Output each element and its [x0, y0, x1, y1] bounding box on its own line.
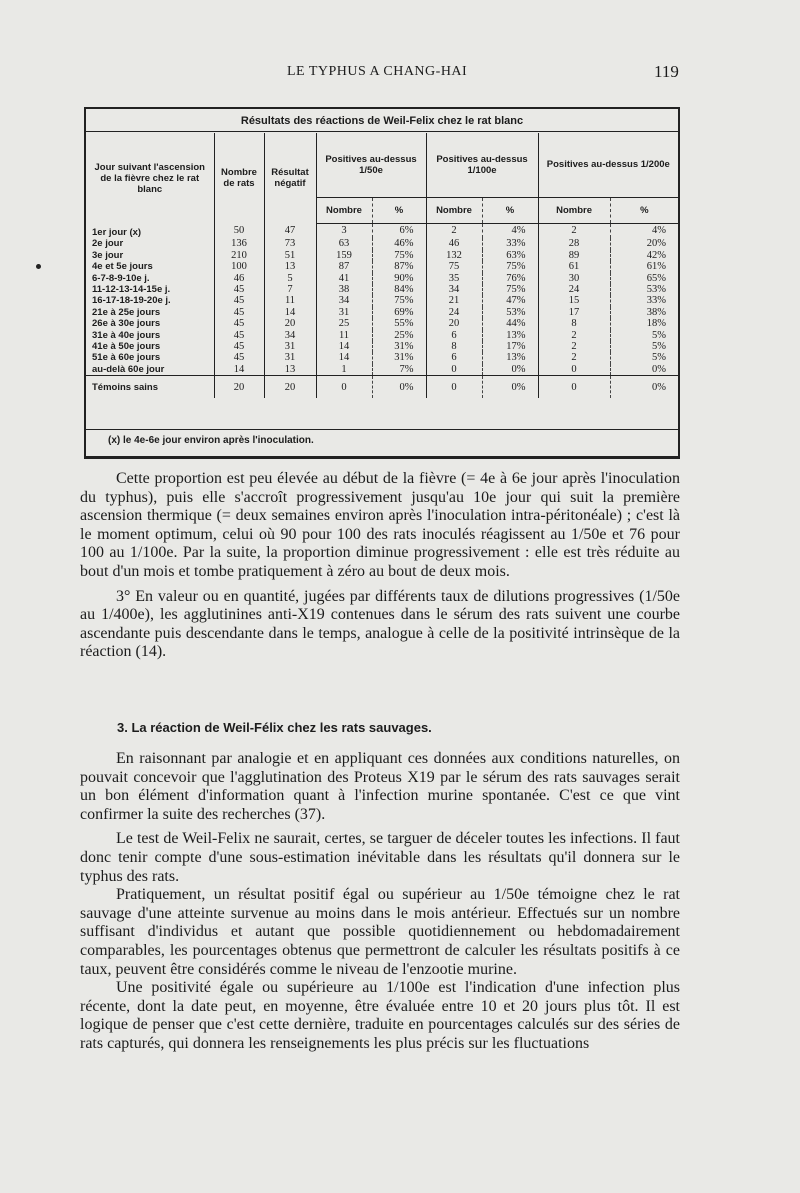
cell-p200n: 61: [538, 261, 610, 272]
header-nombre: Nombre: [426, 197, 482, 223]
print-speck: [36, 264, 41, 269]
cell-p200p: 0%: [610, 364, 678, 376]
cell-n: 45: [214, 307, 264, 318]
paragraph: 3° En valeur ou en quantité, jugées par différents taux de dilutions progressives (1/50e au 1/400e), les agglutinines anti-X19 contenues dans le sérum des rats suivent une courbe ascendante puis descendante dans le temps, analogue à celle de la positivité intrinsèque de la réaction (14).: [80, 587, 680, 661]
cell-p100n: 6: [426, 330, 482, 341]
paragraph: En raisonnant par analogie et en appliquant ces données aux conditions naturelles, on pouvait concevoir que l'agglutination des Proteus X19 par le sérum des rats sauvages serait un bon élément d'information quant à l'infection murine spontanée. C'est ce que vint confirmer la suite des recherches (37).: [80, 750, 680, 823]
cell-neg: 73: [264, 238, 316, 249]
row-label: Témoins sains: [86, 376, 214, 399]
cell-p50p: 87%: [372, 261, 426, 272]
table-row: [86, 284, 678, 295]
cell-p100n: 20: [426, 318, 482, 329]
cell-p200n: 15: [538, 295, 610, 306]
table-row: [86, 295, 678, 306]
row-label: 31e à 40e jours: [92, 329, 161, 341]
cell-n: 20: [214, 376, 264, 399]
table-row: [86, 318, 678, 329]
cell-neg: 7: [264, 284, 316, 295]
cell-p100p: 53%: [482, 307, 538, 318]
table-footnote: (x) le 4e-6e jour environ après l'inoculation.: [108, 435, 314, 446]
table-caption: Résultats des réactions de Weil-Felix chez le rat blanc: [240, 115, 524, 127]
cell-neg: 13: [264, 261, 316, 272]
row-label: 26e à 30e jours: [92, 318, 161, 330]
paragraph: Une positivité égale ou supérieure au 1/100e est l'indication d'une infection plus récente, dont la date peut, en moyenne, être évaluée entre 10 et 20 jours plus tôt. Il est logique de penser que c'est cette dernière, traduite en pourcentages calculés sur des séries de rats capturés, qui donnera les renseignements les plus précis sur les fluctuations: [80, 979, 680, 1052]
cell-n: 45: [214, 341, 264, 352]
header-nombre: Nombre: [538, 197, 610, 223]
cell-p200p: 33%: [610, 295, 678, 306]
cell-neg: 20: [264, 376, 316, 399]
paragraph-block-1: [80, 470, 680, 662]
table-row: [86, 223, 678, 238]
cell-p50n: 0: [316, 376, 372, 399]
cell-p50n: 38: [316, 284, 372, 295]
cell-n: 45: [214, 318, 264, 329]
cell-p200p: 5%: [610, 341, 678, 352]
cell-p200p: 0%: [610, 376, 678, 399]
table-row: [86, 352, 678, 363]
cell-p50n: 11: [316, 330, 372, 341]
weil-felix-table: [84, 107, 680, 459]
table-row: [86, 238, 678, 249]
cell-p50p: 25%: [372, 330, 426, 341]
cell-p100n: 0: [426, 376, 482, 399]
cell-p50p: 0%: [372, 376, 426, 399]
cell-p50p: 31%: [372, 352, 426, 363]
paragraph: Le test de Weil-Felix ne saurait, certes, se targuer de déceler toutes les infections. Il faut donc tenir compte d'une sous-estimation inévitable dans les résultats qu'il donnera sur le typhus des rats.: [80, 830, 680, 885]
paragraph: Pratiquement, un résultat positif égal ou supérieur au 1/50e témoigne chez le rat sauvage d'une atteinte survenue au moins dans le mois antérieur. Effectués sur un nombre suffisant d'individus et autant que possible quotidiennement ou hebdomadairement comparables, les pourcentages obtenus que permettront de calculer les résultats positifs à ce taux, peuvent être considérés comme le niveau de l'enzootie murine.: [80, 886, 680, 978]
cell-n: 45: [214, 330, 264, 341]
cell-p50p: 75%: [372, 250, 426, 261]
cell-p50n: 14: [316, 352, 372, 363]
cell-p200p: 18%: [610, 318, 678, 329]
header-nombre-rats: Nombre de rats: [214, 133, 264, 223]
cell-p200n: 2: [538, 330, 610, 341]
table-row: [86, 307, 678, 318]
cell-n: 46: [214, 273, 264, 284]
cell-p200n: 8: [538, 318, 610, 329]
cell-p50p: 55%: [372, 318, 426, 329]
cell-neg: 51: [264, 250, 316, 261]
cell-p200p: 65%: [610, 273, 678, 284]
table-row: [86, 364, 678, 376]
cell-p100p: 63%: [482, 250, 538, 261]
cell-n: 210: [214, 250, 264, 261]
cell-p100n: 132: [426, 250, 482, 261]
cell-p200n: 2: [538, 352, 610, 363]
row-label: 16-17-18-19-20e j.: [92, 295, 171, 307]
cell-p50p: 7%: [372, 364, 426, 376]
cell-p100n: 24: [426, 307, 482, 318]
header-pos200: Positives au-dessus 1/200e: [538, 133, 678, 197]
cell-p50n: 63: [316, 238, 372, 249]
cell-neg: 11: [264, 295, 316, 306]
cell-p100n: 2: [426, 223, 482, 238]
table-row-temoins: [86, 376, 678, 399]
row-label: 4e et 5e jours: [92, 261, 153, 273]
header-pct: %: [610, 197, 678, 223]
row-label: 51e à 60e jours: [92, 352, 161, 364]
paragraph: Cette proportion est peu élevée au début de la fièvre (= 4e à 6e jour après l'inoculation du typhus), puis elle s'accroît progressivement jusqu'au 10e jour qui suit la première ascension thermique (= deux semaines environ après l'inoculation intra-péritonéale) ; c'est là le moment optimum, celui où 90 pour 100 des rats inoculés réagissent au 1/50e et 76 pour 100 au 1/100e. Par la suite, la proportion diminue progressivement : elle est très réduite au bout d'un mois et tombe pratiquement à zéro au bout de deux mois.: [80, 470, 680, 580]
cell-p200p: 53%: [610, 284, 678, 295]
table-row: [86, 273, 678, 284]
paragraph-block-2: [80, 750, 680, 1054]
section-heading: 3. La réaction de Weil-Félix chez les rats sauvages.: [117, 720, 432, 735]
cell-p200n: 0: [538, 364, 610, 376]
cell-p50n: 41: [316, 273, 372, 284]
cell-n: 100: [214, 261, 264, 272]
results-table: [86, 133, 678, 398]
row-label: au-delà 60e jour: [92, 363, 165, 375]
cell-p200n: 2: [538, 341, 610, 352]
cell-p200p: 61%: [610, 261, 678, 272]
cell-p200p: 38%: [610, 307, 678, 318]
cell-p200n: 24: [538, 284, 610, 295]
cell-p100p: 75%: [482, 261, 538, 272]
running-head: [0, 64, 800, 84]
cell-neg: 31: [264, 341, 316, 352]
cell-p50p: 90%: [372, 273, 426, 284]
cell-n: 50: [214, 223, 264, 238]
cell-p100n: 8: [426, 341, 482, 352]
cell-p50n: 31: [316, 307, 372, 318]
cell-p200n: 28: [538, 238, 610, 249]
cell-p100n: 0: [426, 364, 482, 376]
cell-p200n: 0: [538, 376, 610, 399]
cell-p100p: 47%: [482, 295, 538, 306]
table-row: [86, 250, 678, 261]
cell-p50n: 34: [316, 295, 372, 306]
header-jour: Jour suivant l'ascension de la fièvre chez le rat blanc: [94, 161, 205, 195]
cell-p100p: 0%: [482, 364, 538, 376]
cell-p100p: 75%: [482, 284, 538, 295]
cell-p50p: 69%: [372, 307, 426, 318]
row-label: 1er jour (x): [92, 227, 142, 238]
cell-p200n: 17: [538, 307, 610, 318]
row-label: 3e jour: [92, 249, 124, 261]
cell-p100n: 46: [426, 238, 482, 249]
cell-p50n: 25: [316, 318, 372, 329]
divider: [86, 131, 678, 132]
cell-n: 45: [214, 295, 264, 306]
cell-neg: 5: [264, 273, 316, 284]
divider: [86, 429, 678, 430]
cell-p50p: 46%: [372, 238, 426, 249]
cell-p50p: 84%: [372, 284, 426, 295]
cell-p200n: 30: [538, 273, 610, 284]
table-body: [86, 223, 678, 398]
cell-p200n: 89: [538, 250, 610, 261]
header-nombre: Nombre: [316, 197, 372, 223]
header-pct: %: [482, 197, 538, 223]
running-title: LE TYPHUS A CHANG-HAI: [287, 64, 468, 79]
page-number: 119: [654, 62, 679, 81]
header-pos100: Positives au-dessus 1/100e: [426, 133, 538, 197]
cell-p100p: 33%: [482, 238, 538, 249]
header-resultat-negatif: Résultat négatif: [264, 133, 316, 223]
cell-p100p: 76%: [482, 273, 538, 284]
row-label: 2e jour: [92, 238, 124, 250]
cell-p50n: 1: [316, 364, 372, 376]
cell-p50n: 14: [316, 341, 372, 352]
cell-p200p: 5%: [610, 330, 678, 341]
table-row: [86, 261, 678, 272]
header-pos50: Positives au-dessus 1/50e: [316, 133, 426, 197]
row-label: 21e à 25e jours: [92, 306, 161, 318]
cell-p50p: 6%: [372, 223, 426, 238]
row-label: 41e à 50e jours: [92, 341, 161, 353]
cell-neg: 14: [264, 307, 316, 318]
cell-n: 136: [214, 238, 264, 249]
cell-p100n: 34: [426, 284, 482, 295]
cell-p100n: 75: [426, 261, 482, 272]
cell-neg: 20: [264, 318, 316, 329]
cell-p100n: 6: [426, 352, 482, 363]
cell-p50p: 75%: [372, 295, 426, 306]
cell-p50n: 3: [316, 223, 372, 238]
cell-n: 45: [214, 284, 264, 295]
cell-p50n: 87: [316, 261, 372, 272]
cell-n: 45: [214, 352, 264, 363]
row-label: 11-12-13-14-15e j.: [92, 284, 171, 296]
cell-neg: 31: [264, 352, 316, 363]
cell-p100p: 4%: [482, 223, 538, 238]
header-pct: %: [372, 197, 426, 223]
cell-p100p: 13%: [482, 352, 538, 363]
cell-p200n: 2: [538, 223, 610, 238]
cell-neg: 34: [264, 330, 316, 341]
cell-p50p: 31%: [372, 341, 426, 352]
cell-p100p: 44%: [482, 318, 538, 329]
cell-n: 14: [214, 364, 264, 376]
cell-p200p: 42%: [610, 250, 678, 261]
cell-p100n: 35: [426, 273, 482, 284]
cell-p200p: 5%: [610, 352, 678, 363]
cell-p100p: 0%: [482, 376, 538, 399]
row-label: 6-7-8-9-10e j.: [92, 272, 150, 284]
cell-p50n: 159: [316, 250, 372, 261]
table-row: [86, 341, 678, 352]
cell-neg: 13: [264, 364, 316, 376]
cell-neg: 47: [264, 223, 316, 238]
cell-p100n: 21: [426, 295, 482, 306]
table-row: [86, 330, 678, 341]
cell-p100p: 17%: [482, 341, 538, 352]
cell-p200p: 20%: [610, 238, 678, 249]
cell-p200p: 4%: [610, 223, 678, 238]
cell-p100p: 13%: [482, 330, 538, 341]
